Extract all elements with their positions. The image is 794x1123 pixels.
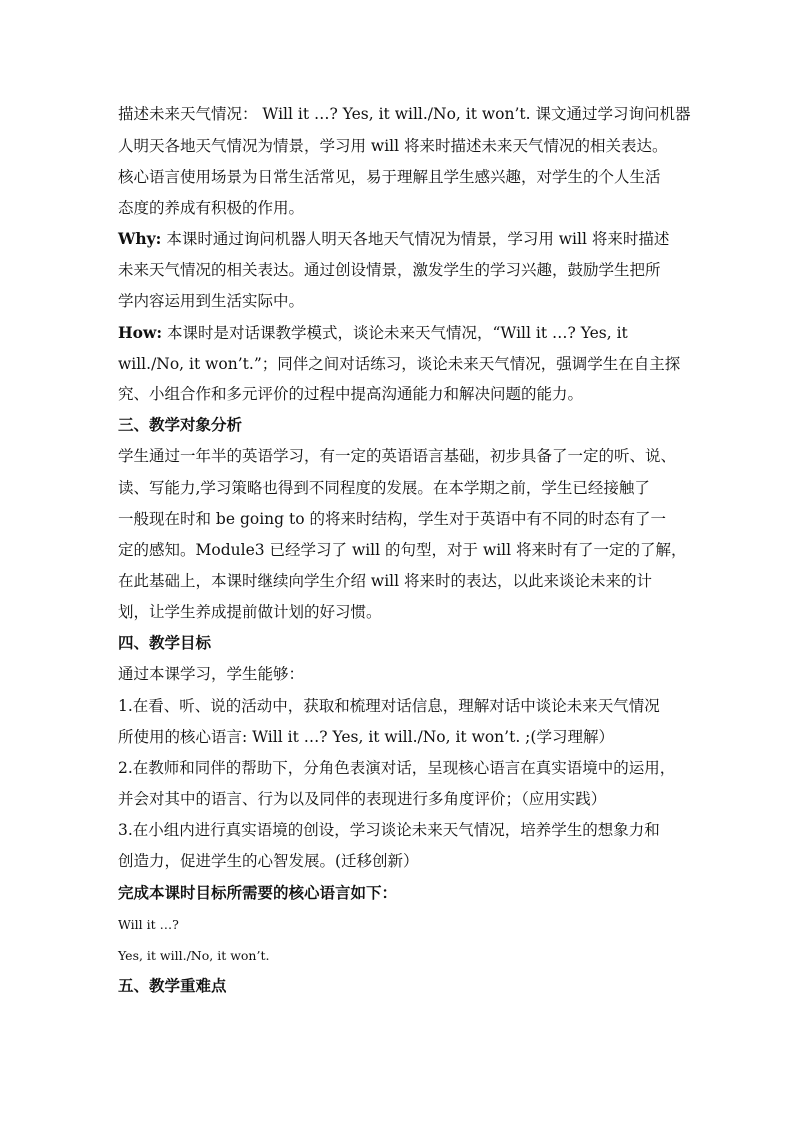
paragraph-line: will./No, it won’t.”；同伴之间对话练习，谈论未来天气情况，强调学生在自主探: [118, 355, 681, 373]
paragraph-line: 一般现在时和 be going to 的将来时结构，学生对于英语中有不同的时态有了一: [118, 510, 666, 528]
objective-item-2: 2.在教师和同伴的帮助下，分角色表演对话，呈现核心语言在真实语境中的运用，: [118, 759, 676, 777]
core-language-answer: Yes, it will./No, it won’t.: [118, 948, 270, 963]
paragraph-line: 描述未来天气情况： Will it …? Yes, it will./No, it won’t. 课文通过学习询问机器: [118, 105, 691, 123]
why-label: Why:: [118, 229, 162, 248]
core-language-heading: 完成本课时目标所需要的核心语言如下：: [118, 883, 398, 902]
core-language-question: Will it …?: [118, 917, 179, 932]
paragraph-line: 创造力，促进学生的心智发展。(迁移创新）: [118, 852, 419, 870]
paragraph-line: 学内容运用到生活实际中。: [118, 292, 305, 310]
paragraph-line: 定的感知。Module3 已经学习了 will 的句型，对于 will 将来时有了一定的了解，: [118, 541, 687, 559]
paragraph-line: 核心语言使用场景为日常生活常见，易于理解且学生感兴趣，对学生的个人生活: [118, 168, 661, 186]
paragraph-line: 人明天各地天气情况为情景，学习用 will 将来时描述未来天气情况的相关表达。: [118, 137, 668, 155]
section-heading-teaching-objectives: 四、教学目标: [118, 633, 212, 652]
paragraph-line: 学生通过一年半的英语学习，有一定的英语语言基础，初步具备了一定的听、说、: [118, 447, 677, 465]
how-text: 本课时是对话课教学模式，谈论未来天气情况，“Will it …? Yes, it: [162, 324, 628, 342]
paragraph-line: 划，让学生养成提前做计划的好习惯。: [118, 603, 382, 621]
why-paragraph-line: [118, 229, 688, 249]
paragraph-line: 未来天气情况的相关表达。通过创设情景，激发学生的学习兴趣，鼓励学生把所: [118, 261, 661, 279]
paragraph-line: 通过本课学习，学生能够：: [118, 665, 305, 683]
section-heading-key-difficult-points: 五、教学重难点: [118, 976, 227, 995]
section-heading-learner-analysis: 三、教学对象分析: [118, 415, 243, 434]
how-paragraph-line: [118, 323, 688, 343]
paragraph-line: 在此基础上，本课时继续向学生介绍 will 将来时的表达，以此来谈论未来的计: [118, 572, 652, 590]
paragraph-line: 所使用的核心语言: Will it …? Yes, it will./No, it won’t. ;(学习理解）: [118, 728, 614, 746]
objective-item-3: 3.在小组内进行真实语境的创设，学习谈论未来天气情况，培养学生的想象力和: [118, 821, 660, 839]
paragraph-line: 态度的养成有积极的作用。: [118, 199, 305, 217]
why-text: 本课时通过询问机器人明天各地天气情况为情景，学习用 will 将来时描述: [161, 230, 670, 248]
paragraph-line: 并会对其中的语言、行为以及同伴的表现进行多角度评价；（应用实践）: [118, 790, 607, 808]
objective-item-1: 1.在看、听、说的活动中，获取和梳理对话信息，理解对话中谈论未来天气情况: [118, 697, 660, 715]
paragraph-line: 究、小组合作和多元评价的过程中提高沟通能力和解决问题的能力。: [118, 385, 584, 403]
paragraph-line: 读、写能力,学习策略也得到不同程度的发展。在本学期之前，学生已经接触了: [118, 479, 650, 497]
how-label: How:: [118, 323, 163, 342]
